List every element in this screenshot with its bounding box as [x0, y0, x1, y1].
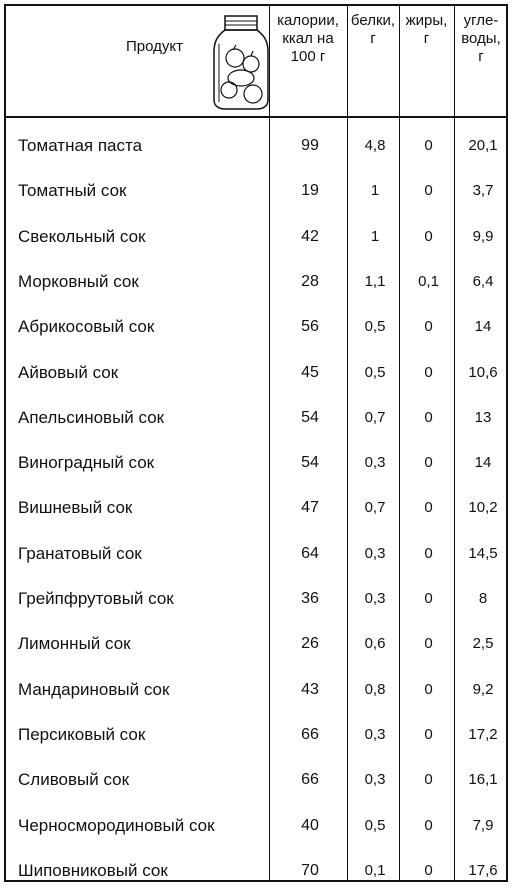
protein-value: 0,5 — [364, 816, 386, 834]
fat-value: 0 — [424, 725, 433, 743]
protein-value: 0,5 — [364, 363, 386, 381]
calories-value: 19 — [301, 182, 319, 200]
carbs-value: 14 — [474, 454, 492, 472]
carbs-value: 20,1 — [468, 137, 498, 154]
product-name: Апельсиновый сок — [18, 407, 165, 427]
product-name: Абрикосовый сок — [18, 317, 155, 337]
calories-value: 66 — [301, 771, 319, 789]
fat-value: 0 — [424, 227, 433, 245]
table-row — [6, 757, 506, 802]
header-protein-line: г — [370, 30, 376, 47]
table-row — [6, 667, 506, 712]
header-carbs-line: воды, — [461, 30, 501, 47]
table-row — [6, 440, 506, 485]
calories-value: 54 — [301, 454, 319, 472]
carbs-value: 16,1 — [468, 771, 498, 789]
header-calories-line: 100 г — [290, 48, 326, 65]
fat-value: 0 — [424, 816, 433, 834]
product-name: Айвовый сок — [18, 362, 119, 382]
table-row — [6, 395, 506, 440]
calories-value: 66 — [301, 725, 319, 743]
header-carbs-line: угле- — [463, 12, 499, 29]
header-product: Продукт — [126, 38, 183, 55]
product-name: Шиповниковый сок — [18, 860, 168, 880]
table-row — [6, 576, 506, 621]
fat-value: 0 — [424, 408, 433, 426]
carbs-value: 9,9 — [472, 227, 494, 245]
product-name: Черносмородиновый сок — [18, 815, 215, 835]
carbs-value: 3,7 — [472, 182, 494, 200]
calories-value: 28 — [301, 272, 319, 290]
carbs-value: 17,6 — [468, 861, 498, 879]
protein-value: 0,1 — [364, 861, 386, 879]
product-name: Гранатовый сок — [18, 543, 142, 563]
calories-value: 36 — [301, 590, 319, 607]
jar-with-vegetables-icon — [211, 14, 271, 112]
fat-value: 0 — [424, 590, 433, 607]
table-row — [6, 531, 506, 576]
calories-value: 26 — [301, 635, 319, 653]
protein-value: 0,3 — [364, 771, 386, 789]
product-name: Персиковый сок — [18, 724, 146, 744]
carbs-value: 2,5 — [472, 635, 494, 653]
product-name: Грейпфрутовый сок — [18, 589, 174, 608]
protein-value: 0,3 — [364, 544, 386, 562]
product-name: Томатная паста — [18, 136, 143, 155]
protein-value: 1 — [370, 182, 380, 200]
protein-value: 0,5 — [364, 318, 386, 336]
carbs-value: 13 — [474, 408, 492, 426]
calories-value: 56 — [301, 318, 319, 336]
calories-value: 45 — [301, 363, 319, 381]
protein-value: 0,7 — [364, 408, 386, 426]
header-protein-line: белки, — [350, 12, 396, 29]
header-calories — [269, 6, 347, 122]
calories-value: 54 — [301, 408, 319, 426]
fat-value: 0 — [424, 861, 433, 879]
fat-value: 0,1 — [418, 272, 439, 290]
table-row — [6, 848, 506, 893]
header-fat-line: жиры, — [405, 12, 448, 29]
calories-value: 43 — [301, 680, 319, 698]
table-row — [6, 168, 506, 213]
fat-value: 0 — [424, 499, 433, 517]
header-carbs-line: г — [478, 48, 484, 65]
nutrition-table — [4, 4, 508, 882]
fat-value: 0 — [424, 182, 433, 200]
protein-value: 0,7 — [364, 499, 386, 517]
carbs-value: 10,2 — [468, 499, 498, 517]
calories-value: 40 — [301, 816, 319, 834]
calories-value: 70 — [301, 861, 319, 879]
header-calories-line: ккал на — [282, 30, 334, 47]
carbs-value: 6,4 — [472, 272, 494, 290]
calories-value: 64 — [301, 544, 319, 562]
fat-value: 0 — [424, 544, 433, 562]
carbs-value: 10,6 — [468, 363, 498, 381]
product-name: Мандариновый сок — [18, 679, 170, 699]
product-name: Лимонный сок — [18, 634, 131, 654]
protein-value: 1 — [370, 227, 380, 245]
calories-value: 42 — [301, 227, 319, 245]
fat-value: 0 — [424, 680, 433, 698]
protein-value: 4,8 — [364, 137, 386, 154]
protein-value: 0,3 — [364, 454, 386, 472]
table-row — [6, 803, 506, 848]
header-calories-line: калории, — [277, 12, 339, 29]
table-row — [6, 214, 506, 259]
protein-value: 0,6 — [364, 635, 386, 653]
header-fat-line: г — [423, 30, 430, 47]
table-row — [6, 350, 506, 395]
product-name: Сливовый сок — [18, 770, 130, 790]
carbs-value: 14,5 — [468, 544, 498, 562]
header-carbs — [454, 6, 508, 122]
header-protein — [347, 6, 399, 122]
table-row — [6, 712, 506, 757]
fat-value: 0 — [424, 454, 433, 472]
table-row — [6, 123, 506, 168]
carbs-value: 14 — [474, 318, 492, 336]
carbs-value: 9,2 — [472, 680, 494, 698]
product-name: Виноградный сок — [18, 453, 155, 473]
protein-value: 1,1 — [364, 272, 386, 290]
carbs-value: 17,2 — [468, 725, 498, 743]
protein-value: 0,3 — [364, 590, 386, 607]
product-name: Свекольный сок — [18, 226, 146, 246]
calories-value: 47 — [301, 499, 319, 517]
fat-value: 0 — [424, 771, 433, 789]
fat-value: 0 — [424, 635, 433, 653]
header-fat — [399, 6, 454, 122]
table-row — [6, 621, 506, 666]
fat-value: 0 — [424, 137, 433, 154]
table-row — [6, 304, 506, 349]
table-row — [6, 259, 506, 304]
fat-value: 0 — [424, 318, 433, 336]
carbs-value: 8 — [478, 590, 488, 607]
fat-value: 0 — [424, 363, 433, 381]
product-name: Вишневый сок — [18, 498, 133, 518]
calories-value: 99 — [301, 137, 319, 154]
protein-value: 0,8 — [364, 680, 386, 698]
carbs-value: 7,9 — [472, 816, 494, 834]
table-row — [6, 485, 506, 530]
product-name: Морковный сок — [18, 271, 139, 291]
protein-value: 0,3 — [364, 725, 386, 743]
product-name: Томатный сок — [18, 181, 127, 201]
